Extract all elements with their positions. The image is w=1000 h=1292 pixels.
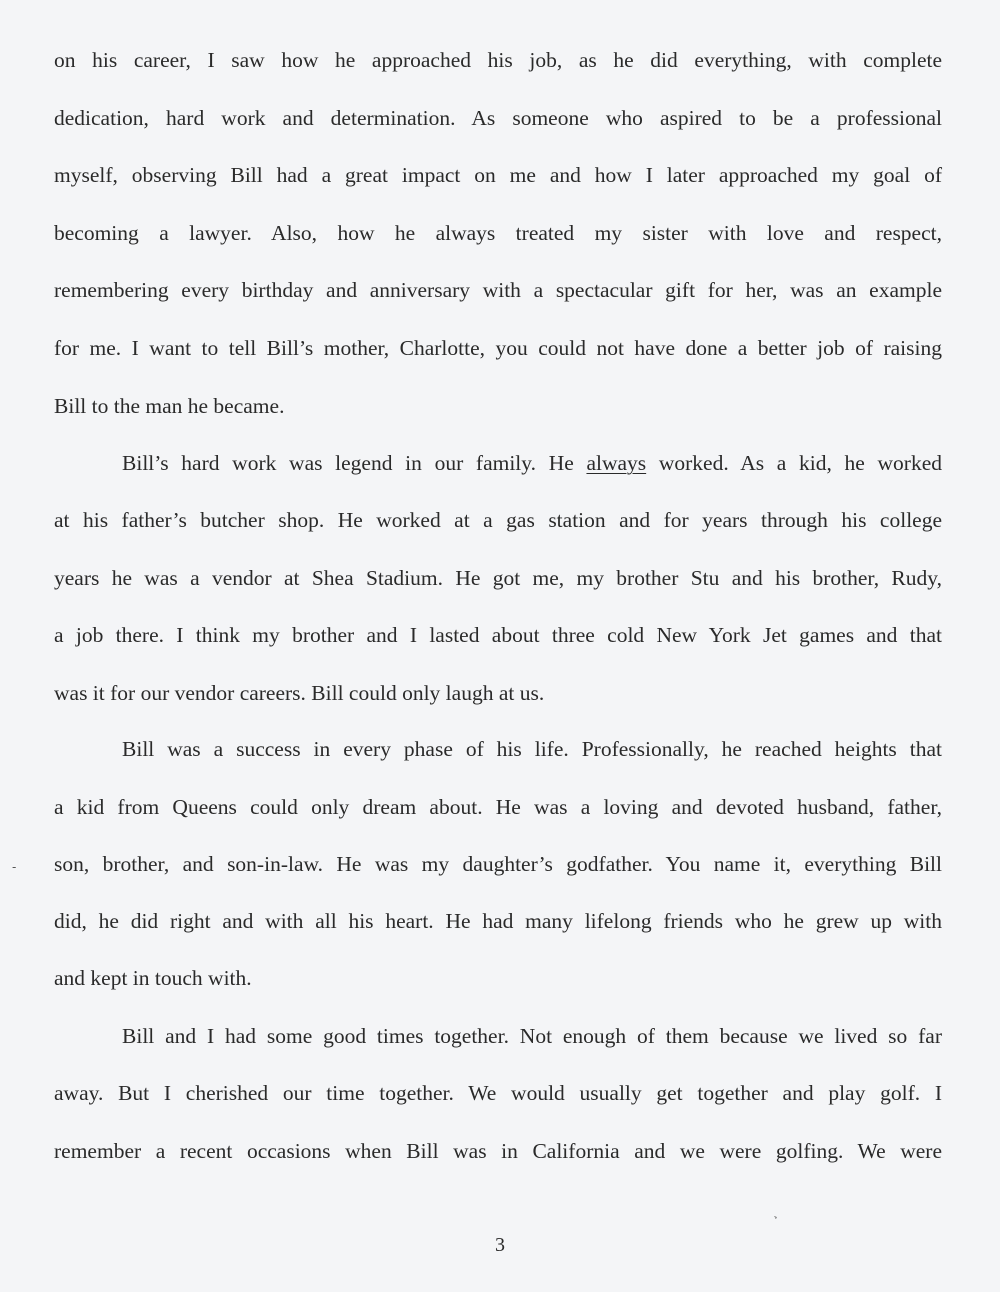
page-number: 3: [495, 1234, 505, 1256]
text-line: Bill to the man he became.: [54, 394, 285, 418]
text-line: remembering every birthday and anniversary with a spectacular gift for her, was an example: [54, 278, 942, 302]
text-line-with-emphasis: [122, 448, 942, 478]
scan-speck-icon: ˺: [769, 1213, 779, 1229]
text-line: Bill and I had some good times together. Not enough of them because we lived so far: [122, 1024, 942, 1048]
text-line: and kept in touch with.: [54, 966, 252, 990]
text-line: son, brother, and son-in-law. He was my daughter’s godfather. You name it, everything Bill: [54, 852, 942, 876]
text-line: was it for our vendor careers. Bill could only laugh at us.: [54, 681, 545, 705]
text-line: away. But I cherished our time together. We would usually get together and play golf. I: [54, 1081, 942, 1105]
text-line: did, he did right and with all his heart. He had many lifelong friends who he grew up with: [54, 909, 942, 933]
text-line: myself, observing Bill had a great impact on me and how I later approached my goal of: [54, 163, 942, 187]
text-line: a job there. I think my brother and I lasted about three cold New York Jet games and that: [54, 623, 942, 647]
scan-speck-icon: -: [12, 860, 17, 874]
text-line: a kid from Queens could only dream about. He was a loving and devoted husband, father,: [54, 795, 942, 819]
text-line: on his career, I saw how he approached his job, as he did everything, with complete: [54, 48, 942, 72]
text-line: for me. I want to tell Bill’s mother, Charlotte, you could not have done a better job of raising: [54, 336, 942, 360]
text-line: dedication, hard work and determination. As someone who aspired to be a professional: [54, 106, 942, 130]
text-segment: worked. As a kid, he worked: [646, 451, 942, 475]
underlined-word: always: [586, 451, 647, 475]
text-line: becoming a lawyer. Also, how he always treated my sister with love and respect,: [54, 221, 942, 245]
text-line: Bill was a success in every phase of his life. Professionally, he reached heights that: [122, 737, 942, 761]
text-segment: Bill’s hard work was legend in our family. He: [122, 451, 587, 475]
text-line: remember a recent occasions when Bill was in California and we were golfing. We were: [54, 1139, 942, 1163]
text-line: at his father’s butcher shop. He worked at a gas station and for years through his college: [54, 508, 942, 532]
text-line: years he was a vendor at Shea Stadium. He got me, my brother Stu and his brother, Rudy,: [54, 566, 942, 590]
